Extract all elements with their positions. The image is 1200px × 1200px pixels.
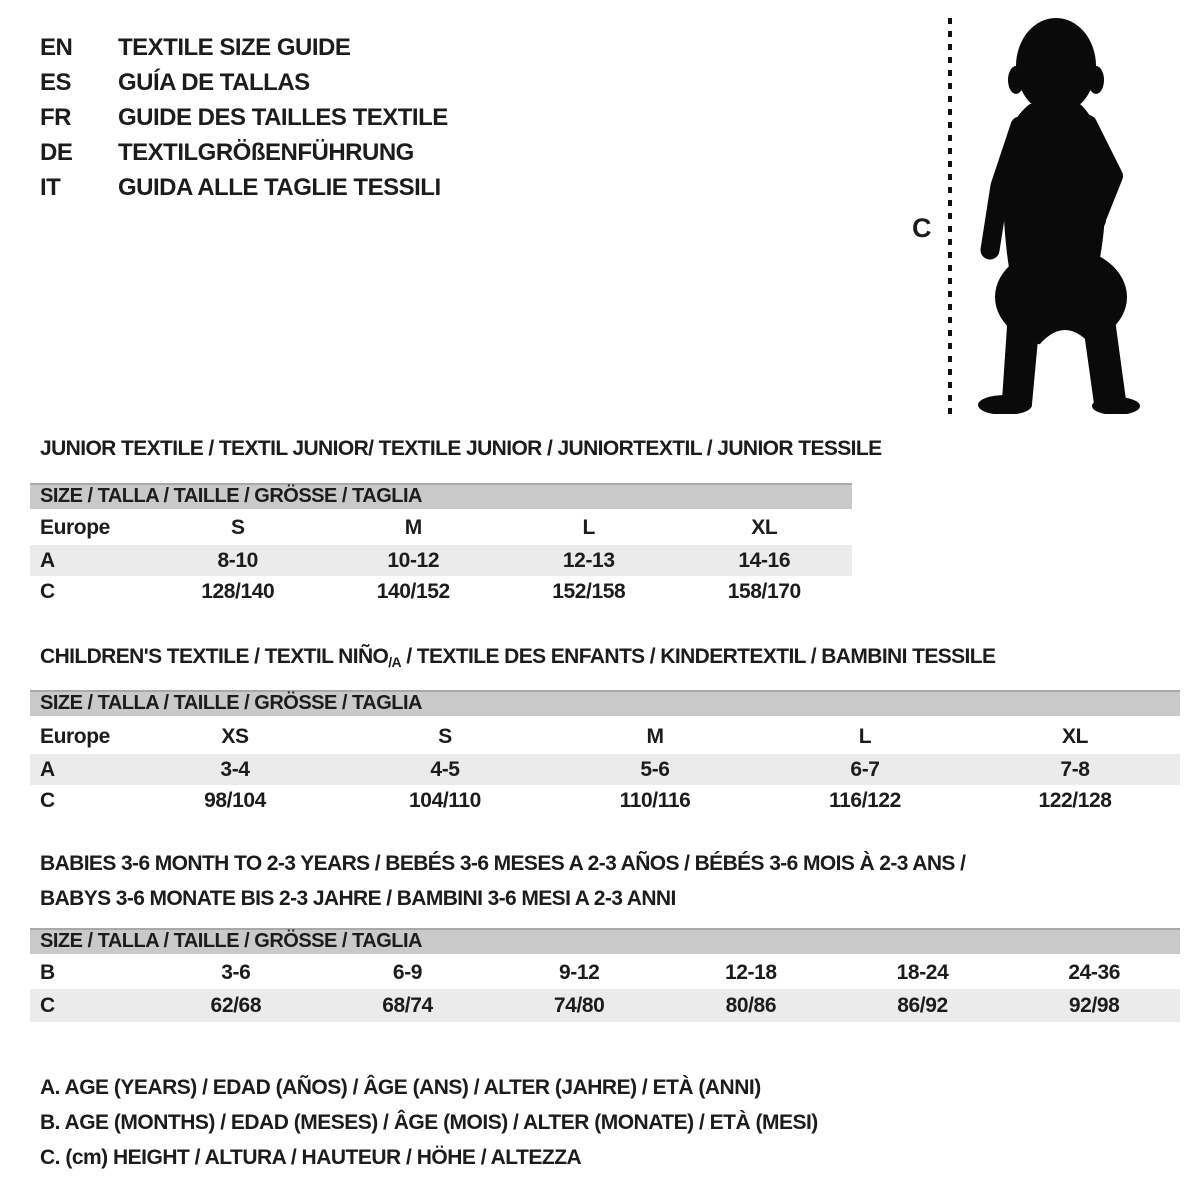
- height-dashed-line-icon: [946, 16, 954, 416]
- height-cell: 140/152: [376, 579, 450, 603]
- age-cell: 10-12: [387, 548, 440, 572]
- age-cell: 3-4: [220, 757, 250, 781]
- language-code: FR: [40, 103, 71, 131]
- language-code: IT: [40, 173, 61, 201]
- height-cell: 116/122: [829, 788, 901, 812]
- table-row: [30, 511, 852, 545]
- footnotes: [40, 1070, 818, 1175]
- height-cell: 128/140: [201, 579, 275, 603]
- height-cell: 158/170: [727, 579, 801, 603]
- height-cell: 98/104: [204, 788, 266, 812]
- footnote-a: A. AGE (YEARS) / EDAD (AÑOS) / ÂGE (ANS) / ALTER (JAHRE) / ETÀ (ANNI): [40, 1076, 761, 1099]
- guide-title-de: TEXTILGRÖßENFÜHRUNG: [118, 138, 414, 166]
- row-label: Europe: [40, 725, 110, 748]
- height-cell: 74/80: [553, 993, 605, 1017]
- guide-title-es: GUÍA DE TALLAS: [118, 68, 310, 96]
- row-label: B: [40, 960, 55, 984]
- size-cell: M: [646, 725, 664, 748]
- size-cell: XS: [221, 725, 249, 748]
- table-row: [30, 956, 1180, 989]
- language-code: DE: [40, 138, 73, 166]
- junior-section-title: JUNIOR TEXTILE / TEXTIL JUNIOR/ TEXTILE JUNIOR / JUNIORTEXTIL / JUNIOR TESSILE: [40, 437, 882, 460]
- height-cell: 122/128: [1038, 788, 1112, 812]
- table-row: [30, 754, 1180, 785]
- footnote-b: B. AGE (MONTHS) / EDAD (MESES) / ÂGE (MOIS) / ALTER (MONATE) / ETÀ (MESI): [40, 1111, 818, 1134]
- row-label: A: [40, 548, 55, 572]
- childrens-textile-section: [30, 645, 1180, 823]
- language-row-it: [40, 170, 448, 205]
- guide-title-fr: GUIDE DES TAILLES TEXTILE: [118, 103, 448, 131]
- row-label: C: [40, 993, 55, 1017]
- size-cell: L: [858, 725, 872, 748]
- table-row: [30, 576, 852, 607]
- babies-table: [30, 956, 1180, 1022]
- babies-section-title-line1: BABIES 3-6 MONTH TO 2-3 YEARS / BEBÉS 3-6 MESES A 2-3 AÑOS / BÉBÉS 3-6 MOIS À 2-3 ANS /: [40, 852, 966, 875]
- age-months-cell: 18-24: [896, 960, 949, 984]
- junior-textile-section: [30, 437, 882, 615]
- table-row: [30, 720, 1180, 754]
- age-cell: 12-13: [562, 548, 615, 572]
- age-months-cell: 6-9: [392, 960, 423, 984]
- age-months-cell: 24-36: [1068, 960, 1121, 984]
- childrens-table: [30, 720, 1180, 816]
- age-cell: 14-16: [738, 548, 791, 572]
- age-cell: 5-6: [640, 757, 670, 781]
- row-label: Europe: [40, 516, 110, 539]
- height-cell: 110/116: [619, 788, 691, 812]
- language-title-list: [40, 30, 448, 205]
- language-code: EN: [40, 33, 73, 61]
- age-months-cell: 12-18: [724, 960, 777, 984]
- size-cell: M: [404, 516, 422, 539]
- language-row-fr: [40, 100, 448, 135]
- row-label: A: [40, 757, 55, 781]
- babies-section-title-line2: BABYS 3-6 MONATE BIS 2-3 JAHRE / BAMBINI 3-6 MESI A 2-3 ANNI: [40, 887, 676, 910]
- size-cell: L: [582, 516, 595, 539]
- junior-table: [30, 511, 852, 607]
- table-row: [30, 989, 1180, 1022]
- height-cell: 92/98: [1068, 993, 1120, 1017]
- row-label: C: [40, 579, 55, 603]
- age-cell: 8-10: [217, 548, 258, 572]
- junior-size-header-bar: SIZE / TALLA / TAILLE / GRÖSSE / TAGLIA: [30, 483, 852, 509]
- size-cell: XL: [1061, 725, 1089, 748]
- title-text: CHILDREN'S TEXTILE / TEXTIL NIÑO: [40, 645, 389, 668]
- table-row: [30, 545, 852, 576]
- title-text: / TEXTILE DES ENFANTS / KINDERTEXTIL / BAMBINI TESSILE: [401, 645, 996, 668]
- age-months-cell: 9-12: [558, 960, 600, 984]
- height-measure-label: C: [912, 213, 932, 243]
- size-cell: XL: [751, 516, 778, 539]
- toddler-silhouette-icon: [958, 14, 1148, 414]
- language-row-de: [40, 135, 448, 170]
- row-label: C: [40, 788, 55, 812]
- guide-title-en: TEXTILE SIZE GUIDE: [118, 33, 351, 61]
- babies-textile-section: [30, 852, 1180, 1024]
- age-cell: 6-7: [850, 757, 880, 781]
- height-cell: 152/158: [552, 579, 626, 603]
- childrens-size-header-bar: SIZE / TALLA / TAILLE / GRÖSSE / TAGLIA: [30, 690, 1180, 716]
- guide-title-it: GUIDA ALLE TAGLIE TESSILI: [118, 173, 441, 201]
- footnote-c: C. (cm) HEIGHT / ALTURA / HAUTEUR / HÖHE / ALTEZZA: [40, 1146, 582, 1169]
- age-cell: 7-8: [1060, 757, 1090, 781]
- title-subscript: /A: [388, 654, 402, 670]
- childrens-section-title: [40, 645, 995, 670]
- height-cell: 86/92: [897, 993, 948, 1017]
- babies-size-header-bar: SIZE / TALLA / TAILLE / GRÖSSE / TAGLIA: [30, 928, 1180, 954]
- age-cell: 4-5: [430, 757, 460, 781]
- age-months-cell: 3-6: [221, 960, 251, 984]
- size-cell: S: [438, 725, 452, 748]
- height-cell: 68/74: [382, 993, 433, 1017]
- language-row-es: [40, 65, 448, 100]
- size-cell: S: [230, 516, 245, 539]
- table-row: [30, 785, 1180, 816]
- height-cell: 62/68: [210, 993, 262, 1017]
- height-cell: 80/86: [725, 993, 777, 1017]
- language-row-en: [40, 30, 448, 65]
- height-cell: 104/110: [409, 788, 481, 812]
- language-code: ES: [40, 68, 72, 96]
